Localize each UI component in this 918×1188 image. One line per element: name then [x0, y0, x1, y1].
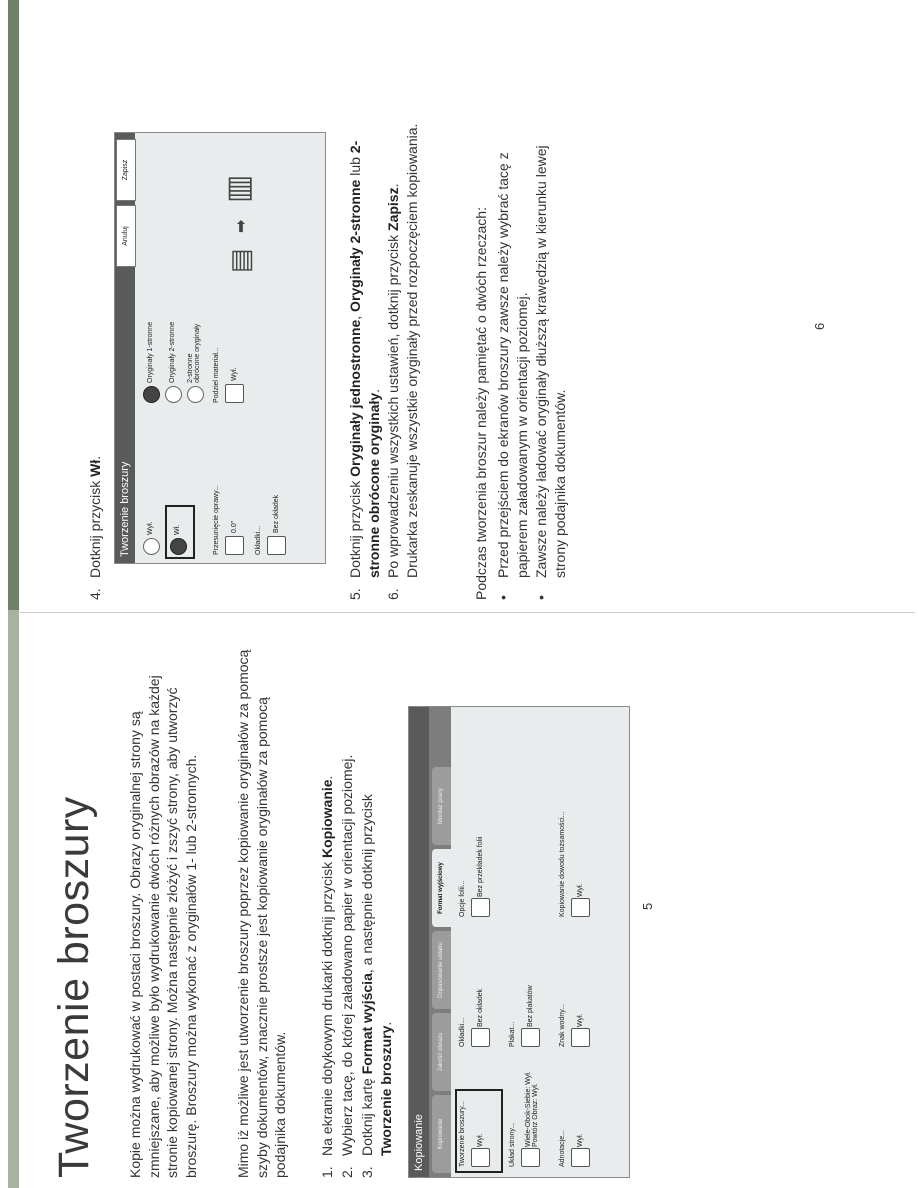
page-layout-label: Układ strony...	[509, 1122, 516, 1167]
booklet-option-label: Tworzenie broszury...	[459, 1100, 466, 1167]
booklet-button[interactable]	[471, 1148, 490, 1167]
step-2: 2. Wybierz tacę, do której załadowano papier w orientacji poziomej.	[339, 754, 355, 1178]
page-fold	[20, 612, 915, 613]
covers-label: Okładki...	[255, 525, 262, 555]
step-6: 6. Po wprowadzeniu wszystkich ustawień, dotknij przycisk Zapisz. Drukarka zeskanuje wszystkie oryginały przed rozpoczęciem kopiowania.	[385, 123, 420, 600]
glass-paragraph: Mimo iż możliwe jest utworzenie broszury poprzez kopiowanie oryginałów za pomocą szyby dokumentów, znacznie prostsze jest kopiowanie oryginałów za pomocą podajnika dokumentów.	[235, 649, 288, 1178]
poster-label: Plakat...	[509, 1021, 516, 1047]
tab-bar	[429, 707, 451, 1177]
covers-button[interactable]	[471, 1028, 490, 1047]
scan-edge-lower	[8, 610, 19, 1188]
transparency-label: Opcje folii...	[459, 880, 466, 917]
poster-button[interactable]	[521, 1028, 540, 1047]
step-4: 4. Dotknij przycisk Wł.	[87, 455, 103, 600]
step-3: 3. Dotknij kartę Format wyjścia, a następnie dotknij przycisk Tworzenie broszury.	[359, 794, 394, 1178]
scan-edge	[8, 0, 19, 610]
page-title: Tworzenie broszury	[50, 796, 98, 1178]
bullet-2: • Zawsze należy ładować oryginały dłuższą krawędzią w kierunku lewej strony podajnika dokumentów.	[533, 145, 568, 600]
id-copy-button[interactable]	[571, 898, 590, 917]
tab-image-quality[interactable]: Jakość obrazu	[432, 1013, 451, 1091]
id-copy-label: Kopiowanie dowodu tożsamości...	[559, 811, 566, 917]
tab-copy[interactable]: Kopiowanie	[432, 1095, 451, 1173]
screen-title: Tworzenie broszury	[115, 133, 135, 563]
off-radio[interactable]	[143, 538, 160, 555]
orig-2-sided-rotated-radio[interactable]	[187, 386, 204, 403]
covers-button[interactable]	[267, 536, 286, 555]
divide-label: Podziel materiał...	[213, 347, 220, 403]
page-number: 6	[812, 322, 827, 330]
page-6	[70, 100, 890, 600]
screen-title: Kopiowanie	[409, 707, 429, 1177]
transparency-button[interactable]	[471, 898, 490, 917]
copy-screen-screenshot: Kopiowanie Kopiowanie Jakość obrazu Dopasowanie układu Format wyjściowy Montaż pracy Tworzenie broszury... Wył. Układ strony... Wiele-Obok-Siebie: Wył. Powtórz Obraz: Wył. Adnotacje... Wył. Okładki... Bez okładek Plakat... Bez plakatów Znak wodny... Wył. Opcje folii... Bez przekładek folii Kopiowanie dowodu tożsamości... Wył.	[408, 706, 630, 1178]
annotations-button[interactable]	[571, 1148, 590, 1167]
page-number: 5	[640, 902, 655, 910]
orig-2-sided-radio[interactable]	[165, 386, 182, 403]
tab-output-format[interactable]: Format wyjściowy	[432, 849, 451, 927]
step-1: 1. Na ekranie dotykowym drukarki dotknij przycisk Kopiowanie.	[319, 775, 335, 1178]
binding-shift-button[interactable]	[225, 536, 244, 555]
binding-shift-label: Przesunięcie oprawy...	[213, 485, 220, 555]
booklet-screen-screenshot: Tworzenie broszury Anuluj Zapisz Wył. Wł. Oryginały 1-stronne Oryginały 2-stronne 2-stronne obrócone oryginały Przesunięcie oprawy... 0.0" Podziel materiał... Wył. Okładki... Bez okładek ▤ ➡ ▥	[114, 132, 326, 564]
single-page-icon: ▤	[225, 248, 255, 273]
notes-intro: Podczas tworzenia broszur należy pamiętać o dwóch rzeczach:	[473, 207, 489, 600]
intro-paragraph: Kopie można wydrukować w postaci broszury. Obrazy oryginalnej strony są zmniejszane, aby możliwe było wydrukowanie dwóch różnych obrazów na każdej stronie kopiowanej strony. Można następnie złożyć i zszyć strony, aby utworzyć broszurę. Broszury można wykonać z oryginałów 1- lub 2-stronnych.	[127, 675, 199, 1178]
booklet-icon: ▥	[222, 174, 255, 203]
cancel-button[interactable]: Anuluj	[116, 205, 136, 267]
page-5	[40, 638, 880, 1178]
on-radio[interactable]	[170, 538, 187, 555]
watermark-button[interactable]	[571, 1028, 590, 1047]
tab-layout[interactable]: Dopasowanie układu	[432, 931, 451, 1009]
tab-job-assembly[interactable]: Montaż pracy	[432, 767, 451, 845]
divide-button[interactable]	[225, 384, 244, 403]
watermark-label: Znak wodny...	[559, 1003, 566, 1047]
step-5: 5. Dotknij przycisk Oryginały jednostronne, Oryginały 2-stronne lub 2-stronne obrócone oryginały.	[347, 140, 382, 600]
orig-1-sided-radio[interactable]	[143, 386, 160, 403]
page-layout-button[interactable]	[521, 1148, 540, 1167]
save-button[interactable]: Zapisz	[116, 139, 136, 201]
covers-label: Okładki...	[459, 1017, 466, 1047]
bullet-1: • Przed przejściem do ekranów broszury zawsze należy wybrać tacę z papierem załadowanym w orientacji poziomej.	[495, 152, 530, 600]
arrow-right-icon: ➡	[233, 219, 250, 233]
annotations-label: Adnotacje...	[559, 1130, 566, 1167]
